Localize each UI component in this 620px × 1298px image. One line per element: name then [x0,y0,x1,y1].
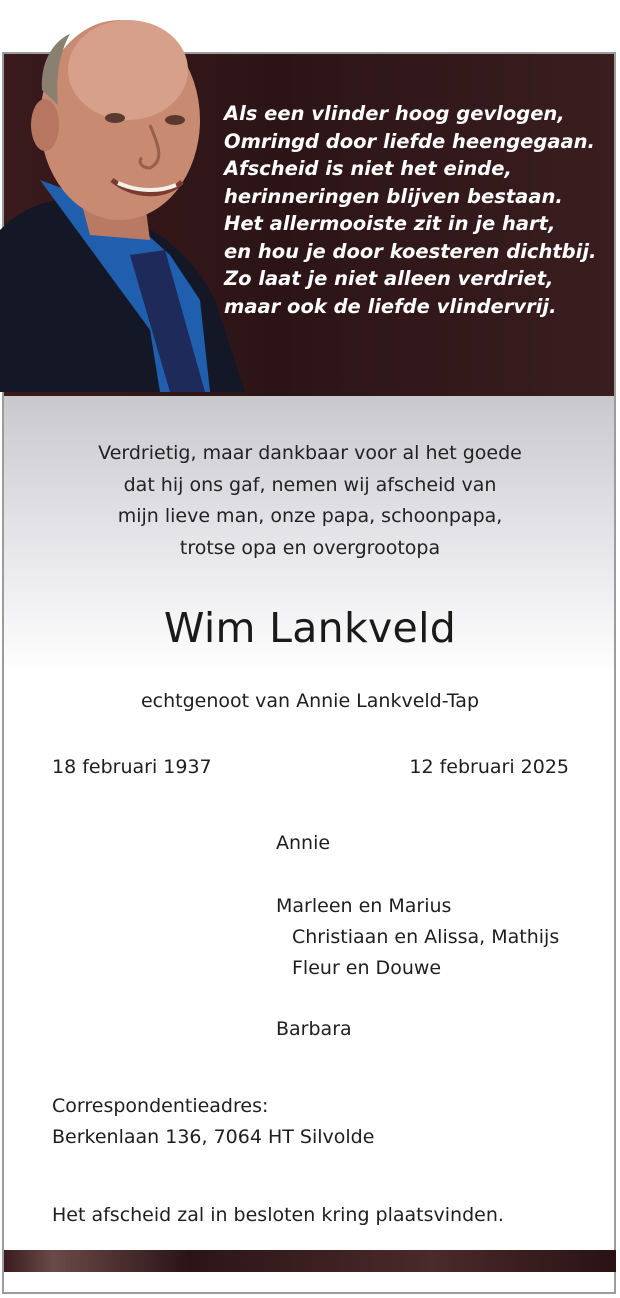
poem-line: Afscheid is niet het einde, [224,157,512,180]
poem-line: en hou je door koesteren dichtbij. [224,239,597,263]
poem-line: Omringd door liefde heengegaan. [224,129,595,153]
family-grandchildren-2: Fleur en Douwe [292,957,442,979]
deceased-name: Wim Lankveld [163,604,457,652]
poem-line: herinneringen blijven bestaan. [224,184,563,208]
poem-line: Als een vlinder hoog gevlogen, [224,102,565,125]
intro-text [0,438,620,564]
intro-line: Verdrietig, maar dankbaar voor al het goede [98,442,522,464]
family-spouse: Annie [276,832,331,854]
family-grandchildren-1: Christiaan en Alissa, Mathijs [292,926,560,948]
intro-line: trotse opa en overgrootopa [179,536,441,559]
poem-line: Het allermooiste zit in je hart, [224,212,556,235]
correspondence-label: Correspondentieadres: [52,1095,269,1117]
poem [224,100,604,320]
birth-date: 18 februari 1937 [52,756,212,778]
portrait-photo [0,0,250,392]
closing-text: Het afscheid zal in besloten kring plaatsvinden. [52,1204,504,1226]
death-date: 12 februari 2025 [409,756,569,778]
intro-line: dat hij ons gaf, nemen wij afscheid van [123,473,497,496]
family-child-2: Barbara [276,1018,352,1040]
bottom-photo-strip [4,1250,616,1272]
family-child-1: Marleen en Marius [276,895,452,917]
correspondence-address: Berkenlaan 136, 7064 HT Silvolde [52,1126,375,1148]
poem-line: Zo laat je niet alleen verdriet, [224,267,554,290]
spouse-line: echtgenoot van Annie Lankveld-Tap [140,690,480,712]
intro-line: mijn lieve man, onze papa, schoonpapa, [117,505,503,527]
poem-line: maar ook de liefde vlindervrij. [224,294,557,318]
